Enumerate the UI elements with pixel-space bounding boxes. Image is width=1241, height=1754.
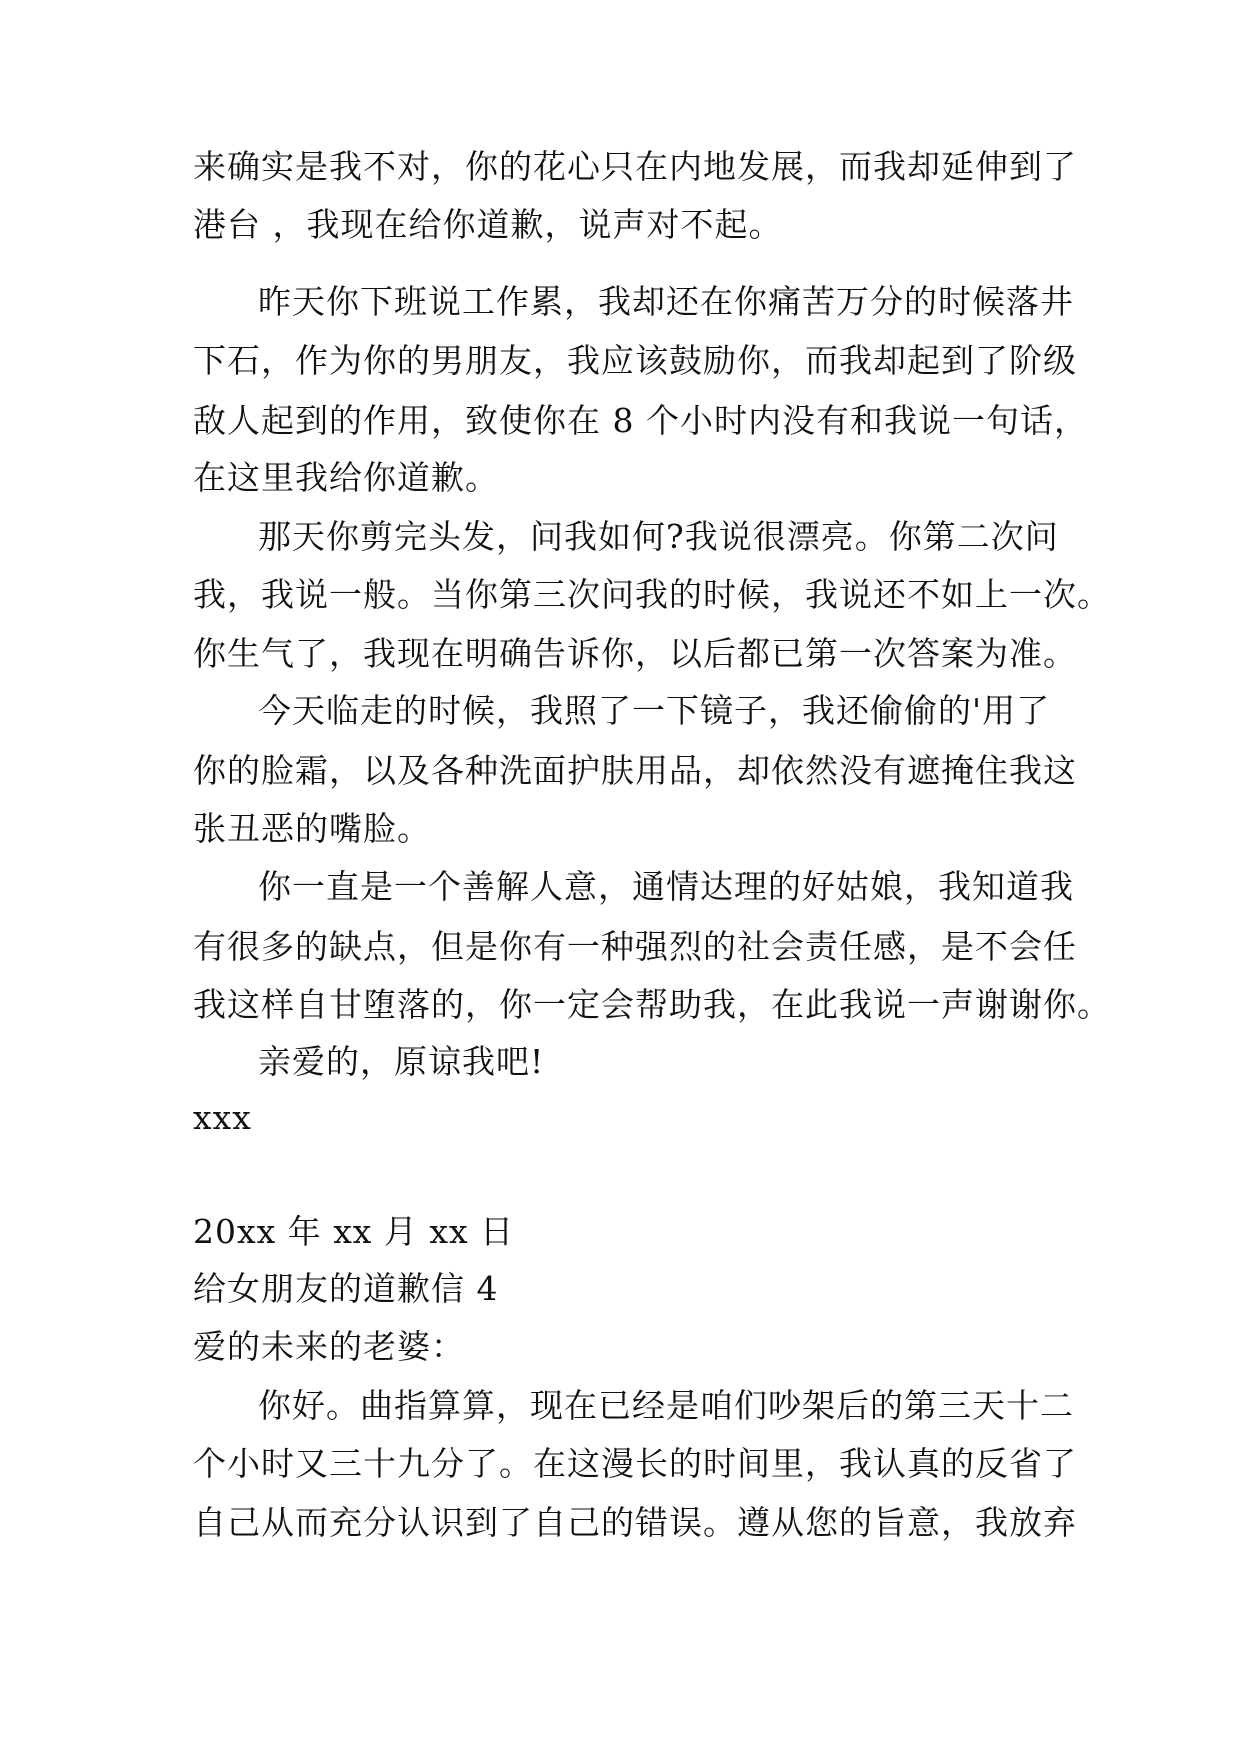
- text-line: 我这样自甘堕落的，你一定会帮助我，在此我说一声谢谢你。: [193, 985, 1111, 1024]
- signature: xxx: [193, 1098, 252, 1137]
- text-line: 来确实是我不对，你的花心只在内地发展，而我却延伸到了: [193, 147, 1077, 186]
- text-line: 你生气了，我现在明确告诉你，以后都已第一次答案为准。: [193, 634, 1077, 673]
- closing-line: 亲爱的，原谅我吧!: [258, 1042, 545, 1081]
- paragraph-first-line: 你一直是一个善解人意，通情达理的好姑娘，我知道我: [258, 867, 1074, 906]
- text-line: 在这里我给你道歉。: [193, 458, 499, 497]
- text-line: 自己从而充分认识到了自己的错误。遵从您的旨意，我放弃: [193, 1503, 1077, 1542]
- text-line: 港台 ，我现在给你道歉，说声对不起。: [193, 205, 783, 244]
- text-line: 下石，作为你的男朋友，我应该鼓励你，而我却起到了阶级: [193, 341, 1077, 380]
- text-line: 张丑恶的嘴脸。: [193, 809, 431, 848]
- text-line: 我，我说一般。当你第三次问我的时候，我说还不如上一次。: [193, 575, 1111, 614]
- text-line: 有很多的缺点，但是你有一种强烈的社会责任感，是不会任: [193, 927, 1077, 966]
- section-heading: 给女朋友的道歉信 4: [193, 1269, 499, 1308]
- text-line: 你的脸霜，以及各种洗面护肤用品，却依然没有遮掩住我这: [193, 751, 1077, 790]
- paragraph-first-line: 你好。曲指算算，现在已经是咱们吵架后的第三天十二: [258, 1386, 1074, 1425]
- paragraph-first-line: 那天你剪完头发，问我如何?我说很漂亮。你第二次问: [258, 517, 1059, 556]
- salutation: 爱的未来的老婆：: [193, 1327, 465, 1366]
- date-line: 20xx 年 xx 月 xx 日: [193, 1212, 515, 1251]
- paragraph-first-line: 昨天你下班说工作累，我却还在你痛苦万分的时候落井: [258, 282, 1074, 321]
- paragraph-first-line: 今天临走的时候，我照了一下镜子，我还偷偷的'用了: [258, 691, 1051, 730]
- text-line: 敌人起到的作用，致使你在 8 个小时内没有和我说一句话，: [193, 401, 1088, 440]
- text-line: 个小时又三十九分了。在这漫长的时间里，我认真的反省了: [193, 1444, 1077, 1483]
